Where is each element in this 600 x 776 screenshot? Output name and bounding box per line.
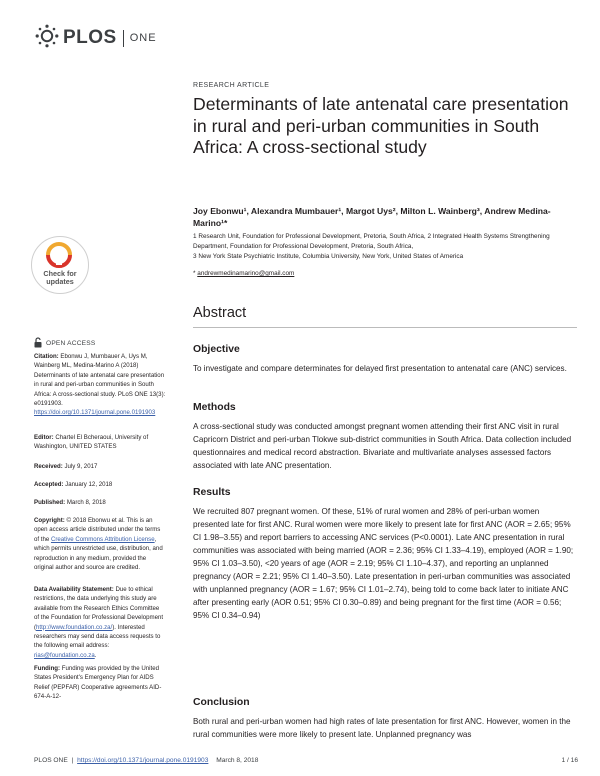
check-updates-label: Check for updates [43, 269, 77, 286]
plos-one-logo [34, 26, 157, 50]
license-link[interactable]: Creative Commons Attribution License [50, 535, 155, 543]
open-access-badge [34, 337, 95, 350]
funding-block: Funding: Funding was provided by the United States President's Emergency Plan for AIDS Relief (PEPFAR) Cooperative agreements AID-674-A-12- [34, 665, 162, 701]
copyright-block: Copyright: © 2018 Ebonwu et al. This is an open access article distributed under the terms of the Creative Commons Attribution License, which permits unrestricted use, distribution, and reproduction in any medium, provided the original author and source are credited. [34, 517, 163, 572]
received-block: Received: July 9, 2017 [34, 463, 98, 470]
abstract-heading: Abstract [193, 305, 247, 321]
logo-one-text: ONE [129, 32, 157, 44]
citation-doi-link[interactable]: https://doi.org/10.1371/journal.pone.0191903 [34, 409, 156, 417]
editor-block: Editor: Chartel El Bcheraoui, University of Washington, UNITED STATES [34, 434, 149, 451]
footer-citation [34, 757, 260, 764]
abstract-divider [193, 327, 577, 328]
conclusion-heading: Conclusion [193, 697, 250, 708]
footer-separator: | [71, 757, 74, 764]
methods-heading: Methods [193, 402, 236, 413]
foundation-link[interactable]: http://www.foundation.co.za/ [36, 623, 113, 631]
citation-block: Citation: Ebonwu J, Mumbauer A, Uys M, Wainberg ML, Medina-Marino A (2018) Determinants of late antenatal care presentation in rural and peri-urban communities in South Africa: A cross-sectional study. PLoS ONE 13(3): e0191903. https://doi.org/10.1371/journal.pone.0191903 [34, 353, 166, 417]
affiliation-line: 3 New York State Psychiatric Institute, Columbia University, New York, United States of America [193, 253, 464, 260]
open-access-label: OPEN ACCESS [46, 340, 96, 347]
affiliations [193, 232, 573, 262]
page-footer [34, 757, 578, 764]
published-block: Published: March 8, 2018 [34, 499, 106, 506]
check-for-updates-badge[interactable] [31, 236, 89, 294]
page-number: 1 / 16 [561, 757, 578, 764]
email-link[interactable]: andrewmedinamarino@gmail.com [197, 270, 295, 277]
logo-plos-text: PLOS [63, 27, 117, 48]
corresponding-marker: * [193, 270, 196, 277]
data-request-email-link[interactable]: rias@foundation.co.za [34, 651, 95, 659]
affiliation-line: 1 Research Unit, Foundation for Professional Development, Pretoria, South Africa, 2 Integrated Health Systems Strengthening Department, Foundation for Professional Development, Pretoria, South Africa, [193, 233, 550, 250]
conclusion-body: Both rural and peri-urban women had high rates of late presentation for first ANC. However, women in the rural communities were more likely to present late. Unplanned pregnancy was [193, 717, 571, 739]
article-type: RESEARCH ARTICLE [193, 82, 270, 89]
corresponding-email [193, 270, 294, 277]
results-body: We recruited 807 pregnant women. Of these, 51% of rural women and 28% of peri-urban women presented late for first ANC. Rural women were more likely to present late for first ANC (AOR = 2.65; 95% CI 1.98–3.55) and report barriers to accessing ANC services (P<0.0001). Late ANC presentation in rural communities was associated with being married (AOR = 2.36; 95% CI 1.33–4.19), employed (AOR = 1.90; 95% CI 1.03–3.50), <20 years of age (AOR = 2.19; 95% CI 1.10–4.37), and reporting an unplanned pregnancy (AOR = 2.21; 95% CI 1.40–3.50). Late presentation in peri-urban communities was associated with unplanned pregnancy (AOR = 1.67; 95% CI 1.01–2.74), being told to come back later to initiate ANC after presenting early (AOR 0.51; 95% CI 0.30–0.89) and being pregnant for the first time (AOR = 0.56; 95% CI 0.34–0.94) [193, 507, 574, 620]
plos-logo-icon [34, 24, 60, 53]
footer-doi-link[interactable]: https://doi.org/10.1371/journal.pone.0191903 [77, 757, 209, 764]
open-lock-icon [34, 337, 42, 350]
objective-body: To investigate and compare determinates for delayed first presentation to antenatal care (ANC) services. [193, 364, 567, 373]
results-heading: Results [193, 487, 231, 498]
methods-body: A cross-sectional study was conducted amongst pregnant women attending their first ANC visit in rural Capricorn District and peri-urban Tlokwe sub-district communities in South Africa. Data collection included questionnaires and medical record abstraction. Bivariate and multivariate analyses assessed factors associated with late ANC presentation. [193, 422, 572, 470]
article-title: Determinants of late antenatal care presentation in rural and peri-urban communities in South Africa: A cross-sectional study [193, 94, 569, 157]
footer-date: March 8, 2018 [216, 757, 259, 764]
data-availability-block: Data Availability Statement: Due to ethical restrictions, the data underlying this study are available from the Research Ethics Committee of the Foundation for Professional Development (http://www.foundation.co.za/). Interested researchers may send data access requests to the following email address: rias@foundation.co.za. [34, 586, 164, 659]
objective-heading: Objective [193, 344, 240, 355]
refresh-icon [44, 242, 74, 268]
logo-divider [123, 30, 124, 47]
author-list: Joy Ebonwu¹, Alexandra Mumbauer¹, Margot Uys², Milton L. Wainberg³, Andrew Medina-Marino¹* [193, 206, 551, 228]
footer-journal: PLOS ONE [34, 757, 68, 764]
accepted-block: Accepted: January 12, 2018 [34, 481, 113, 488]
